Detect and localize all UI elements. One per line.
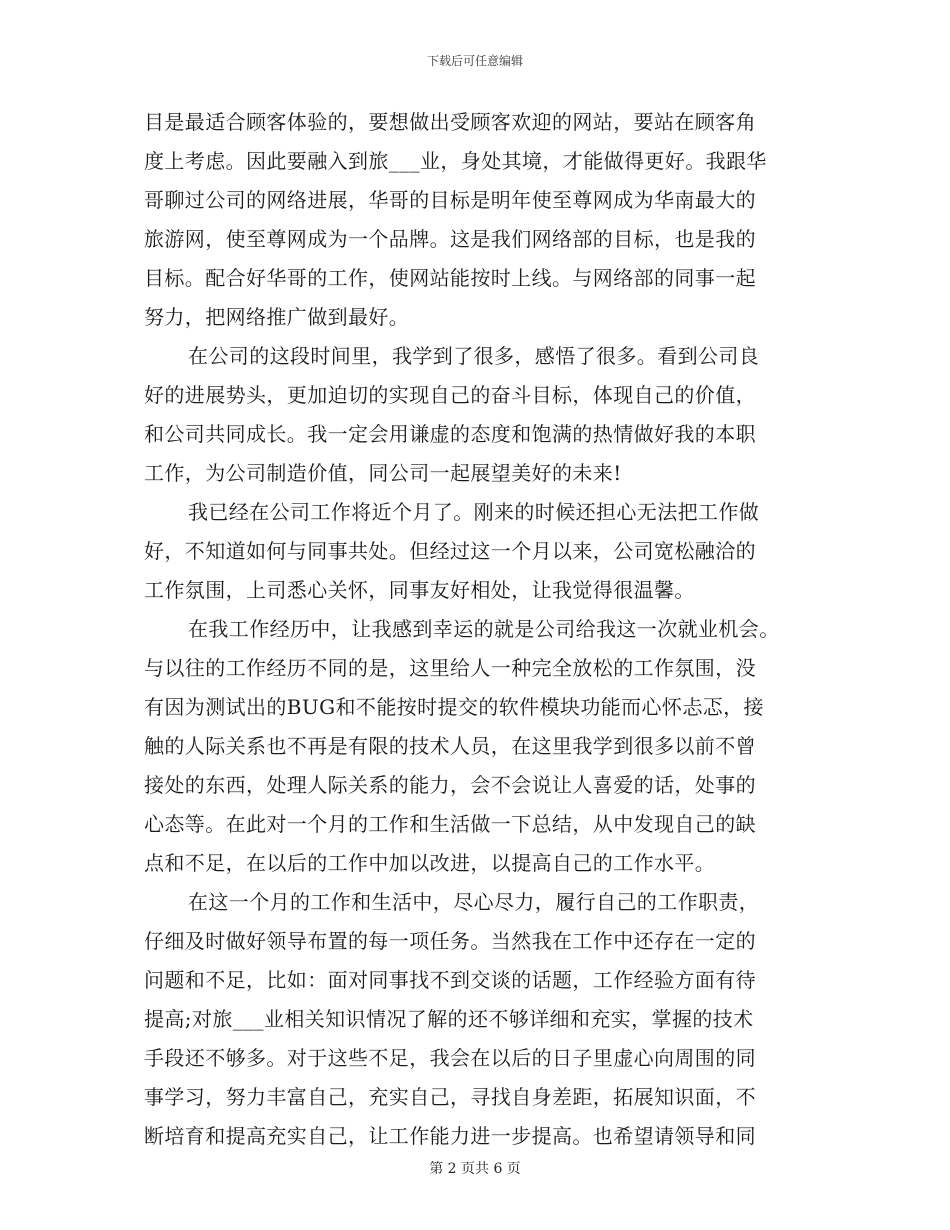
text-line: 仔细及时做好领导布置的每一项任务。当然我在工作中还存在一定的 [144, 929, 756, 953]
text-line: 接处的东西，处理人际关系的能力，会不会说让人喜爱的话，处事的 [144, 773, 756, 797]
text-line: 心态等。在此对一个月的工作和生活做一下总结，从中发现自己的缺 [144, 812, 756, 836]
text-line: 手段还不够多。对于这些不足，我会在以后的日子里虚心向周围的同 [144, 1046, 756, 1070]
text-line: 断培育和提高充实自己，让工作能力进一步提高。也希望请领导和同 [144, 1124, 756, 1148]
paragraph-first-line: 在公司的这段时间里，我学到了很多，感悟了很多。看到公司良 [188, 344, 760, 368]
text-line: 事学习，努力丰富自己，充实自己，寻找自身差距，拓展知识面，不 [144, 1085, 756, 1109]
text-line: 和公司共同成长。我一定会用谦虚的态度和饱满的热情做好我的本职 [144, 422, 756, 446]
text-line: 点和不足，在以后的工作中加以改进，以提高自己的工作水平。 [144, 851, 716, 875]
text-line: 与以往的工作经历不同的是，这里给人一种完全放松的工作氛围，没 [144, 656, 756, 680]
page-number: 第 2 页共 6 页 [429, 1161, 521, 1177]
text-line: 目标。配合好华哥的工作，使网站能按时上线。与网络部的同事一起 [144, 266, 756, 290]
text-line: 问题和不足，比如：面对同事找不到交谈的话题，工作经验方面有待 [144, 968, 756, 992]
paragraph-first-line: 在这一个月的工作和生活中，尽心尽力，履行自己的工作职责， [188, 890, 760, 914]
text-line: 工作氛围，上司悉心关怀，同事友好相处，让我觉得很温馨。 [144, 578, 695, 602]
text-line: 好的进展势头，更加迫切的实现自己的奋斗目标，体现自己的价值， [144, 383, 756, 407]
text-line: 旅游网，使至尊网成为一个品牌。这是我们网络部的目标，也是我的 [144, 227, 756, 251]
text-line: 度上考虑。因此要融入到旅___业，身处其境，才能做得更好。我跟华 [144, 149, 767, 173]
text-line: 提高;对旅___业相关知识情况了解的还不够详细和充实，掌握的技术 [144, 1007, 754, 1031]
text-line: 触的人际关系也不再是有限的技术人员，在这里我学到很多以前不曾 [144, 734, 756, 758]
text-line: 工作，为公司制造价值，同公司一起展望美好的未来! [144, 461, 622, 485]
paragraph-first-line: 我已经在公司工作将近个月了。刚来的时候还担心无法把工作做 [188, 500, 760, 524]
text-line: 努力，把网络推广做到最好。 [144, 305, 410, 329]
paragraph-first-line: 在我工作经历中，让我感到幸运的就是公司给我这一次就业机会。 [188, 617, 780, 641]
document-body [144, 103, 809, 1156]
text-line: 有因为测试出的BUG和不能按时提交的软件模块功能而心怀忐忑，接 [144, 695, 764, 719]
text-line: 哥聊过公司的网络进展，华哥的目标是明年使至尊网成为华南最大的 [144, 188, 756, 212]
text-line: 好，不知道如何与同事共处。但经过这一个月以来，公司宽松融洽的 [144, 539, 756, 563]
text-line: 目是最适合顾客体验的，要想做出受顾客欢迎的网站，要站在顾客角 [144, 110, 756, 134]
page-header: 下载后可任意编辑 [426, 54, 523, 68]
